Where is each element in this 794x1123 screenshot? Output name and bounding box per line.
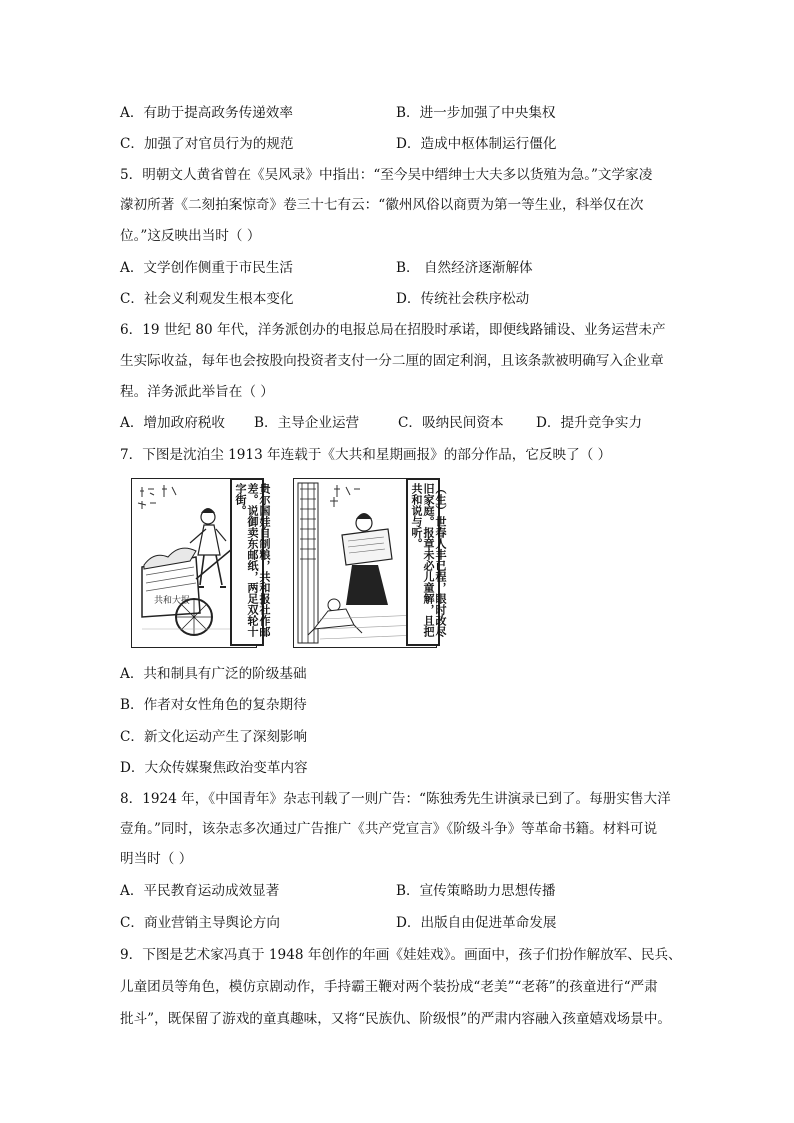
q6-option-a: A．增加政府税收 (120, 415, 225, 431)
q9-stem-line-1: 9．下图是艺术家冯真于 1948 年创作的年画《娃娃戏》。画面中，孩子们扮作解放军、民兵、 (120, 947, 682, 963)
q7-stem: 7．下图是沈泊尘 1913 年连载于《大共和星期画报》的部分作品，它反映了（ ） (120, 447, 612, 463)
q7-option-a: A．共和制具有广泛的阶级基础 (120, 666, 307, 682)
cartoon-1-caption: 贵尔国娃自制粮，共和报社作邮差。说御卖东邮纸，两足双轮十字街。 (234, 483, 271, 637)
q8-option-a: A．平民教育运动成效显著 (120, 883, 280, 899)
q6-stem-line-1: 6．19 世纪 80 年代，洋务派创办的电报总局在招股时承诺，即便线路铺设、业务运营未产 (120, 322, 666, 338)
q5-stem-line-3: 位。”这反映出当时（ ） (120, 228, 261, 244)
q4-option-c: C．加强了对官员行为的规范 (120, 136, 294, 152)
q4-option-b: B．进一步加强了中央集权 (396, 105, 556, 121)
q9-stem-line-2: 儿童团员等角色，模仿京剧动作，手持霸王鞭对两个装扮成“老美”“老蒋”的孩童进行“严肃 (120, 979, 658, 995)
q5-option-a: A．文学创作侧重于市民生活 (120, 260, 293, 276)
q4-option-d: D．造成中枢体制运行僵化 (396, 136, 557, 152)
q8-option-c: C．商业营销主导舆论方向 (120, 915, 280, 931)
q6-option-d: D．提升竞争实力 (536, 415, 643, 431)
q6-stem-line-3: 程。洋务派此举旨在（ ） (120, 384, 274, 400)
cartoon-1-caption-box (230, 478, 271, 646)
cartoon-2-caption-box (406, 478, 447, 646)
q9-stem-line-3: 批斗”，既保留了游戏的童真趣味，又将“民族仇、阶级恨”的严肃内容融入孩童嬉戏场景中。 (120, 1011, 672, 1027)
q8-stem-line-2: 壹角。”同时，该杂志多次通过广告推广《共产党宣言》《阶级斗争》等革命书籍。材料可说 (120, 821, 658, 837)
q7-option-c: C．新文化运动产生了深刻影响 (120, 729, 308, 745)
q5-option-c: C．社会义利观发生根本变化 (120, 291, 294, 307)
q7-option-b: B．作者对女性角色的复杂期待 (120, 697, 307, 713)
q6-stem-line-2: 生实际收益，每年也会按股向投资者支付一分二厘的固定利润，且该条款被明确写入企业章 (120, 353, 664, 369)
q4-option-a: A．有助于提高政务传递效率 (120, 105, 293, 121)
cart-label: 共和大报 (154, 596, 191, 606)
q8-stem-line-3: 明当时（ ） (120, 851, 193, 867)
q8-option-b: B．宣传策略助力思想传播 (396, 883, 556, 899)
q8-option-d: D．出版自由促进革命发展 (396, 915, 557, 931)
cartoon-2-caption: （生）世春人丰已程，眼时改尽旧家庭。报章未必儿童解，且把共和说与听。 (410, 483, 447, 637)
q5-option-d: D．传统社会秩序松动 (396, 291, 530, 307)
q6-option-b: B．主导企业运营 (254, 415, 360, 431)
q6-option-c: C．吸纳民间资本 (398, 415, 504, 431)
q5-option-b: B． 自然经济逐渐解体 (396, 260, 533, 276)
q5-stem-line-1: 5．明朝文人黄省曾在《吴风录》中指出：“至今吴中缙绅士大夫多以货殖为急。”文学家凌 (120, 167, 653, 183)
q5-stem-line-2: 濛初所著《二刻拍案惊奇》卷三十七有云：“徽州风俗以商贾为第一等生业，科举仅在次 (120, 197, 644, 213)
q8-stem-line-1: 8．1924 年，《中国青年》杂志刊载了一则广告：“陈独秀先生讲演录已到了。每册实售大洋 (120, 791, 671, 807)
q7-option-d: D．大众传媒聚焦政治变革内容 (120, 760, 308, 776)
